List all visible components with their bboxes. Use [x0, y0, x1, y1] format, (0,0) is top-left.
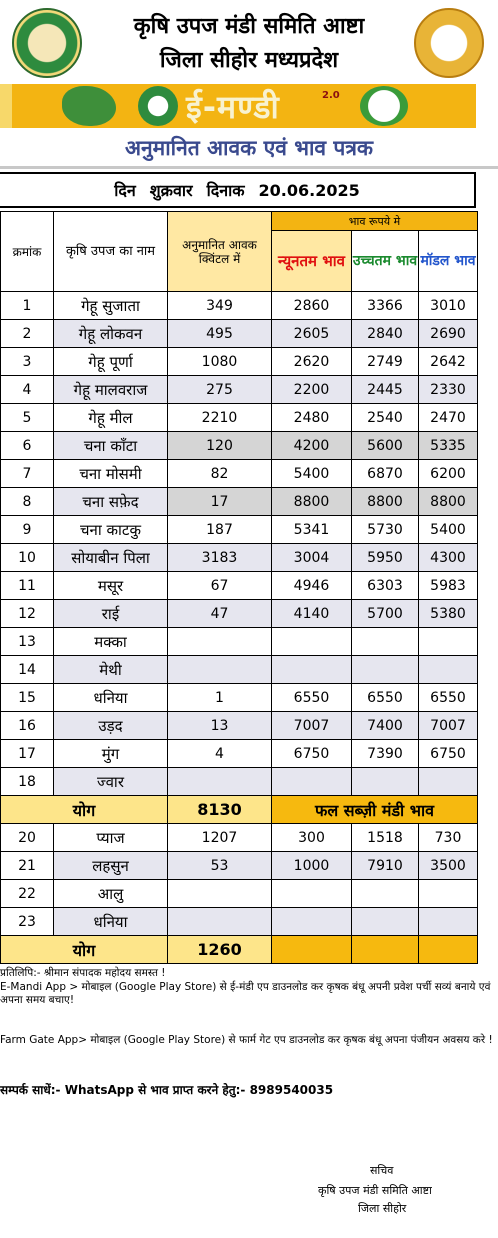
title-line2: जिला सीहोर मध्यप्रदेश [159, 48, 339, 73]
total-value: 8130 [168, 796, 272, 824]
modal-price-cell: 6550 [419, 684, 478, 712]
crop-name-cell: मुंग [54, 740, 168, 768]
header-modal-price: मॉडल भाव [419, 231, 478, 292]
min-price-cell: 2200 [272, 376, 352, 404]
min-price-cell: 2480 [272, 404, 352, 432]
header-serial: क्रमांक [1, 212, 54, 292]
crop-name-cell: गेहू मील [54, 404, 168, 432]
crop-name-cell: लहसुन [54, 852, 168, 880]
max-price-cell: 5950 [352, 544, 419, 572]
arrival-cell: 82 [168, 460, 272, 488]
max-price-cell: 2840 [352, 320, 419, 348]
modal-price-cell: 5400 [419, 516, 478, 544]
table-row [1, 684, 478, 712]
min-price-cell: 5400 [272, 460, 352, 488]
crop-name-cell: गेहू पूर्णा [54, 348, 168, 376]
arrival-cell: 187 [168, 516, 272, 544]
modal-price-cell: 5380 [419, 600, 478, 628]
table-row [1, 516, 478, 544]
min-price-cell [272, 880, 352, 908]
farmgate-note: Farm Gate App> मोबाइल (Google Play Store) से फार्म गेट एप डाउनलोड कर कृषक बंधू अपना पंजीयन अवसय करे ! [0, 1034, 493, 1046]
table-row [1, 628, 478, 656]
date-label: दिनाक [206, 181, 245, 200]
sign-district: जिला सीहोर [358, 1202, 407, 1215]
max-price-cell: 2445 [352, 376, 419, 404]
header-crop-name: कृषि उपज का नाम [54, 212, 168, 292]
modal-price-cell: 3010 [419, 292, 478, 320]
max-price-cell: 7400 [352, 712, 419, 740]
max-price-cell: 1518 [352, 824, 419, 852]
modal-price-cell [419, 880, 478, 908]
total-label: योग [1, 796, 168, 824]
crop-name-cell: प्याज [54, 824, 168, 852]
day-label: दिन [114, 181, 136, 200]
modal-price-cell: 8800 [419, 488, 478, 516]
sign-org: कृषि उपज मंडी समिति आष्टा [318, 1184, 432, 1197]
crop-name-cell: धनिया [54, 684, 168, 712]
serial-cell: 2 [1, 320, 54, 348]
arrival-cell [168, 656, 272, 684]
header-arrival: अनुमानित आवक क्विंटल में [168, 212, 272, 292]
serial-cell: 10 [1, 544, 54, 572]
max-price-cell: 7910 [352, 852, 419, 880]
min-price-cell: 300 [272, 824, 352, 852]
serial-cell: 5 [1, 404, 54, 432]
serial-cell: 8 [1, 488, 54, 516]
modal-price-cell: 5983 [419, 572, 478, 600]
table-row [1, 348, 478, 376]
modal-price-cell: 2642 [419, 348, 478, 376]
copy-note: प्रतिलिपि:- श्रीमान संपादक महोदय समस्त ! [0, 967, 166, 979]
total-label: योग [1, 936, 168, 964]
min-price-cell: 2605 [272, 320, 352, 348]
serial-cell: 11 [1, 572, 54, 600]
min-price-cell: 2620 [272, 348, 352, 376]
serial-cell: 3 [1, 348, 54, 376]
max-price-cell: 5700 [352, 600, 419, 628]
min-price-cell [272, 908, 352, 936]
modal-price-cell: 730 [419, 824, 478, 852]
emandi-brand: ई-मण्डी [186, 88, 280, 126]
header-max-price: उच्चतम भाव [352, 231, 419, 292]
emandi-banner [0, 84, 476, 128]
header [0, 0, 498, 82]
table-row [1, 656, 478, 684]
page-subtitle: अनुमानित आवक एवं भाव पत्रक [124, 136, 374, 160]
agriculture-logo [360, 86, 408, 126]
crop-name-cell: राई [54, 600, 168, 628]
arrival-cell [168, 768, 272, 796]
crop-name-cell: मक्का [54, 628, 168, 656]
max-price-cell: 6303 [352, 572, 419, 600]
arrival-cell: 1207 [168, 824, 272, 852]
serial-cell: 6 [1, 432, 54, 460]
header-min-price: न्यूनतम भाव [272, 231, 352, 292]
table-row [1, 320, 478, 348]
min-price-cell: 4946 [272, 572, 352, 600]
serial-cell: 17 [1, 740, 54, 768]
modal-price-cell [419, 768, 478, 796]
modal-price-cell: 7007 [419, 712, 478, 740]
serial-cell: 21 [1, 852, 54, 880]
serial-cell: 9 [1, 516, 54, 544]
table-row [1, 768, 478, 796]
veg-mandi-heading: फल सब्ज़ी मंडी भाव [272, 796, 478, 824]
arrival-cell: 53 [168, 852, 272, 880]
max-price-cell: 6870 [352, 460, 419, 488]
min-price-cell: 3004 [272, 544, 352, 572]
arrival-cell: 349 [168, 292, 272, 320]
min-price-cell [272, 768, 352, 796]
arrival-cell: 1 [168, 684, 272, 712]
min-price-cell: 4200 [272, 432, 352, 460]
table-row [1, 908, 478, 936]
serial-cell: 1 [1, 292, 54, 320]
min-price-cell [272, 628, 352, 656]
crop-name-cell: ज्वार [54, 768, 168, 796]
arrival-cell [168, 880, 272, 908]
serial-cell: 18 [1, 768, 54, 796]
crop-name-cell: उड़द [54, 712, 168, 740]
min-price-cell: 6550 [272, 684, 352, 712]
max-price-cell: 2540 [352, 404, 419, 432]
serial-cell: 7 [1, 460, 54, 488]
min-price-cell: 1000 [272, 852, 352, 880]
modal-price-cell [419, 908, 478, 936]
crop-name-cell: गेहू सुजाता [54, 292, 168, 320]
max-price-cell: 7390 [352, 740, 419, 768]
table-row [1, 740, 478, 768]
crop-name-cell: गेहू लोकवन [54, 320, 168, 348]
modal-price-cell [419, 628, 478, 656]
modal-price-cell: 2690 [419, 320, 478, 348]
crop-name-cell: धनिया [54, 908, 168, 936]
max-price-cell [352, 656, 419, 684]
header-price-group: भाव रूपये मे [272, 212, 478, 231]
serial-cell: 22 [1, 880, 54, 908]
max-price-cell: 2749 [352, 348, 419, 376]
serial-cell: 15 [1, 684, 54, 712]
max-price-cell [352, 628, 419, 656]
total-empty-cell [419, 936, 478, 964]
serial-cell: 20 [1, 824, 54, 852]
max-price-cell: 5730 [352, 516, 419, 544]
min-price-cell [272, 656, 352, 684]
serial-cell: 23 [1, 908, 54, 936]
crop-name-cell: मेथी [54, 656, 168, 684]
table-row [1, 572, 478, 600]
emandi-version: 2.0 [322, 90, 340, 101]
arrival-cell: 1080 [168, 348, 272, 376]
arrival-cell: 67 [168, 572, 272, 600]
crop-name-cell: चना काँटा [54, 432, 168, 460]
serial-cell: 4 [1, 376, 54, 404]
crop-name-cell: गेहू मालवराज [54, 376, 168, 404]
arrival-cell: 275 [168, 376, 272, 404]
mandi-board-logo [138, 86, 178, 126]
modal-price-cell: 2330 [419, 376, 478, 404]
max-price-cell [352, 908, 419, 936]
divider [0, 166, 498, 169]
modal-price-cell: 3500 [419, 852, 478, 880]
min-price-cell: 6750 [272, 740, 352, 768]
min-price-cell: 2860 [272, 292, 352, 320]
max-price-cell [352, 768, 419, 796]
crop-name-cell: आलु [54, 880, 168, 908]
table-row [1, 404, 478, 432]
contact-note: सम्पर्क साधें:- WhatsApp से भाव प्राप्त करने हेतु:- 8989540035 [0, 1083, 334, 1097]
modal-price-cell [419, 656, 478, 684]
table-row [1, 544, 478, 572]
crop-name-cell: मसूर [54, 572, 168, 600]
max-price-cell: 3366 [352, 292, 419, 320]
title-line1: कृषि उपज मंडी समिति आष्टा [133, 14, 365, 39]
arrival-cell [168, 628, 272, 656]
arrival-cell: 2210 [168, 404, 272, 432]
table-row [1, 460, 478, 488]
table-row [1, 600, 478, 628]
modal-price-cell: 6200 [419, 460, 478, 488]
arrival-cell: 495 [168, 320, 272, 348]
arrival-cell [168, 908, 272, 936]
arrival-cell: 120 [168, 432, 272, 460]
serial-cell: 16 [1, 712, 54, 740]
total-empty-cell [352, 936, 419, 964]
modal-price-cell: 6750 [419, 740, 478, 768]
max-price-cell [352, 880, 419, 908]
farmer-logo-right [414, 8, 484, 78]
table-row [1, 292, 478, 320]
total-value: 1260 [168, 936, 272, 964]
min-price-cell: 8800 [272, 488, 352, 516]
date-value: 20.06.2025 [258, 180, 360, 200]
max-price-cell: 6550 [352, 684, 419, 712]
modal-price-cell: 5335 [419, 432, 478, 460]
serial-cell: 12 [1, 600, 54, 628]
table-row [1, 376, 478, 404]
total-row [1, 796, 478, 824]
sign-title: सचिव [370, 1164, 394, 1177]
arrival-cell: 47 [168, 600, 272, 628]
serial-cell: 14 [1, 656, 54, 684]
total-row [1, 936, 478, 964]
max-price-cell: 8800 [352, 488, 419, 516]
crop-name-cell: चना काटकु [54, 516, 168, 544]
mp-map-icon [62, 86, 116, 126]
banner-strip [0, 84, 12, 128]
date-line [0, 172, 476, 208]
arrival-cell: 4 [168, 740, 272, 768]
modal-price-cell: 4300 [419, 544, 478, 572]
table-row [1, 432, 478, 460]
table-row [1, 712, 478, 740]
min-price-cell: 4140 [272, 600, 352, 628]
table-row [1, 488, 478, 516]
total-empty-cell [272, 936, 352, 964]
table-row [1, 880, 478, 908]
arrival-cell: 3183 [168, 544, 272, 572]
arrival-cell: 17 [168, 488, 272, 516]
crop-name-cell: चना सफ़ेद [54, 488, 168, 516]
crop-name-cell: चना मोसमी [54, 460, 168, 488]
max-price-cell: 5600 [352, 432, 419, 460]
serial-cell: 13 [1, 628, 54, 656]
crop-name-cell: सोयाबीन पिला [54, 544, 168, 572]
arrival-cell: 13 [168, 712, 272, 740]
table-row [1, 824, 478, 852]
emandi-note: E-Mandi App > मोबाइल (Google Play Store) से ई-मंडी एप डाउनलोड कर कृषक बंधू अपनी प्रवेश पर्ची सव्यं बनाये एवं अपना समय बचाए! [0, 981, 491, 1006]
table-row [1, 852, 478, 880]
min-price-cell: 7007 [272, 712, 352, 740]
day-value: शुक्रवार [149, 181, 193, 200]
modal-price-cell: 2470 [419, 404, 478, 432]
min-price-cell: 5341 [272, 516, 352, 544]
price-table [0, 211, 478, 964]
